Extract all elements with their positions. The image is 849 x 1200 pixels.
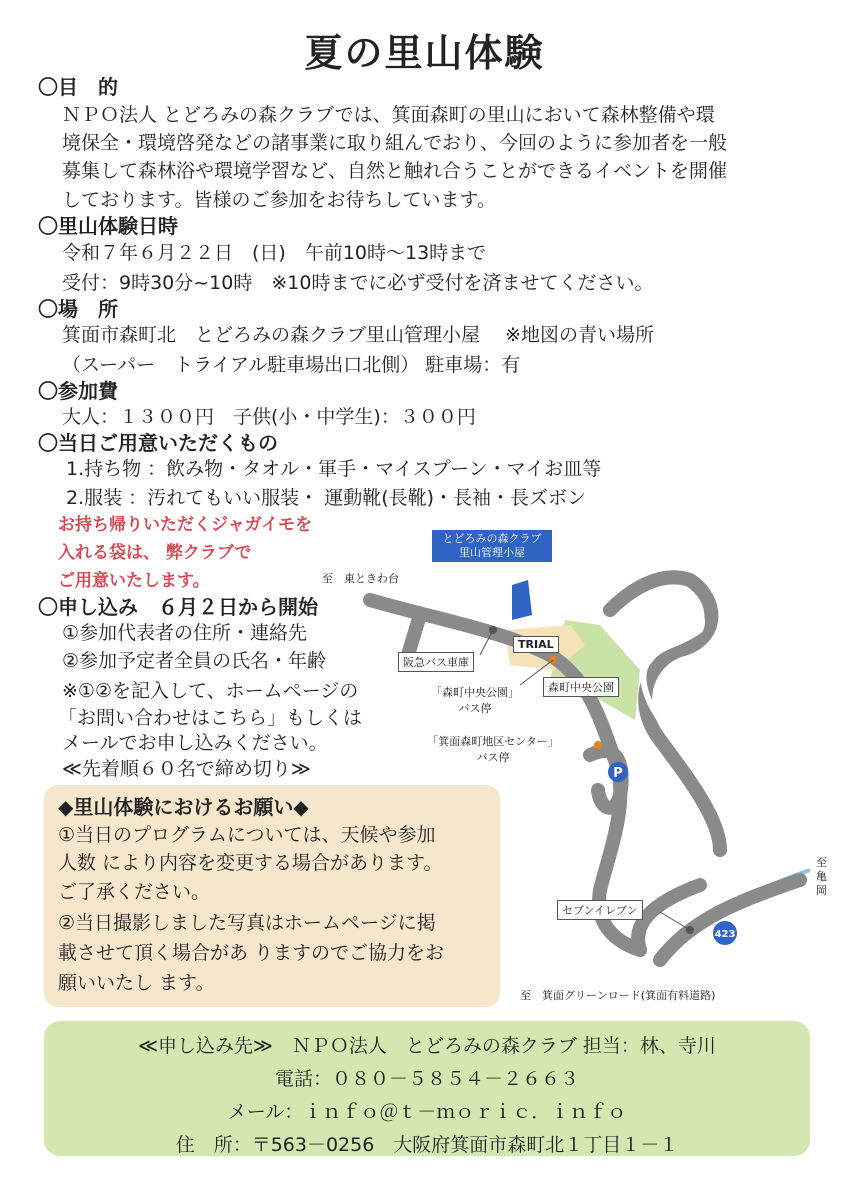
apply-line-5: メールでお申し込みください。 [62,732,328,754]
to-kameoka-label [816,856,827,898]
notice-heading: ◆里山体験におけるお願い◆ [58,795,309,819]
route-423-label: 423 [714,929,736,940]
bag-note-line-1: お持ち帰りいただくジャガイモを [58,515,313,535]
bus-stop-park-line-2: バス停 [458,702,492,715]
datetime-line-2: 受付：9時30分~10時 ※10時までに必ず受付を済ませてください。 [62,272,654,294]
bus-stop-center-line-2: バス停 [476,751,510,764]
fee-line: 大人：１３００円 子供(小・中学生)：３００円 [62,406,476,428]
apply-line-1: ①参加代表者の住所・連絡先 [62,622,308,644]
to-kameoka-line-2: 亀 [816,870,827,883]
purpose-line-2: 境保全・環境啓発などの諸事業に取り組んでおり、今回のように参加者を一般 [62,132,728,154]
hut-label-line-1: とどろみの森クラブ [442,532,542,545]
notice-line-5: 載させて頂く場合があ りますのでご協力をお [58,942,445,964]
datetime-heading: 〇里山体験日時 [38,214,178,238]
contact-line-1: ≪申し込み先≫ ＮＰＯ法人 とどろみの森クラブ 担当：林、寺川 [138,1035,716,1057]
bus-stop-park-line-1: 「森町中央公園」 [431,686,519,699]
to-kameoka-line-3: 岡 [816,884,827,897]
bring-line-2: 2.服装 ：汚れてもいい服装・ 運動靴(長靴)・長袖・長ズボン [66,487,587,509]
to-kameoka-line-1: 至 [816,856,827,869]
seven-eleven-leader [660,912,690,930]
notice-line-4: ②当日撮影しました写真はホームページに掲 [58,912,436,934]
apply-line-3: ※①②を記入して、ホームページの [62,680,359,702]
place-line-1: 箕面市森町北 とどろみの森クラブ里山管理小屋 ※地図の青い場所 [62,324,654,346]
bag-note-line-2: 入れる袋は、 弊クラブで [58,543,252,563]
notice-line-2: 人数 により内容を変更する場合があります。 [58,852,443,874]
contact-phone: 電話：０８０－５８５４－２６６３ [274,1068,579,1090]
purpose-line-4: しております。皆様のご参加をお待ちしています。 [62,189,496,211]
parking-letter: P [613,766,623,781]
bring-heading: 〇当日ご用意いただくもの [38,431,278,455]
apply-heading: 〇申し込み ６月２日から開始 [38,595,318,619]
bus-stop-park-label [430,684,520,716]
page-title: 夏の里山体験 [304,31,545,75]
place-heading: 〇場 所 [38,297,118,321]
fee-heading: 〇参加費 [38,379,118,403]
purpose-heading: 〇目 的 [38,75,118,99]
to-east-label: 至 東ときわ台 [322,572,399,585]
bus-stop-center-dot [594,741,602,749]
bus-garage-label: 阪急バス車庫 [398,652,474,672]
bring-line-1: 1.持ち物 ：飲み物・タオル・軍手・マイスプーン・マイお皿等 [66,458,602,480]
area-map [360,520,840,1010]
notice-line-1: ①当日のプログラムについては、天候や参加 [58,824,436,846]
park-label: 森町中央公園 [543,677,619,697]
hut-marker [512,580,532,620]
trial-label: TRIAL [513,636,559,653]
datetime-line-1: 令和７年６月２２日 (日) 午前10時〜13時まで [62,242,487,264]
apply-line-4: 「お問い合わせはこちら」もしくは [58,707,363,729]
notice-line-3: ご了承ください。 [58,881,211,903]
apply-line-2: ②参加予定者全員の氏名・年齢 [62,650,327,672]
hut-label-line-2: 里山管理小屋 [459,546,525,559]
bus-stop-center-line-1: 「箕面森町地区センター」 [427,735,559,748]
apply-line-6: ≪先着順６０名で締め切り≫ [62,758,311,780]
bus-stop-center-label [418,733,568,765]
contact-box [44,1021,810,1156]
to-green-road-label: 至 箕面グリーンロード(箕面有料道路) [520,989,716,1002]
purpose-line-3: 募集して森林浴や環境学習など、自然と触れ合うことができるイベントを開催 [62,160,728,182]
purpose-line-1: ＮＰＯ法人 とどろみの森クラブでは、箕面森町の里山において森林整備や環 [62,104,715,126]
contact-email: メール：ｉｎｆｏ＠ｔ－ｍｏｒｉｃ．ｉｎｆｏ [227,1101,627,1123]
seven-eleven-label: セブンイレブン [557,900,643,920]
notice-line-6: 願いいたし ます。 [58,972,215,994]
place-line-2: （スーパー トライアル駐車場出口北側） 駐車場：有 [62,354,521,376]
hut-label [432,530,552,562]
contact-address: 住 所：〒563－0256 大阪府箕面市森町北１丁目１－１ [175,1134,679,1156]
bag-note-line-3: ご用意いたします。 [58,571,210,591]
